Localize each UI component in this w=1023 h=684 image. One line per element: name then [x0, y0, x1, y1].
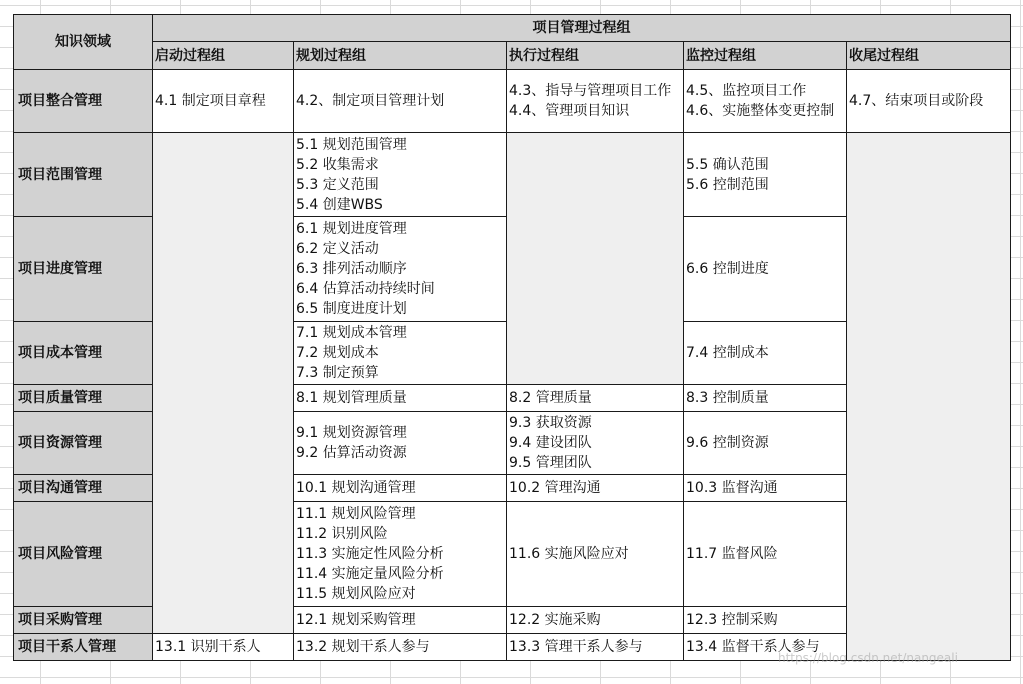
cell-procurement-monitoring [684, 607, 847, 634]
process-group-table [13, 14, 1011, 661]
process-item: 5.2 收集需求 [296, 156, 379, 173]
process-item: 5.4 创建WBS [296, 196, 383, 213]
process-item: 7.2 规划成本 [296, 345, 379, 361]
process-item: 8.1 规划管理质量 [296, 390, 407, 406]
cell-communication-executing [507, 475, 684, 502]
process-item: 4.5、监控项目工作 [686, 83, 807, 99]
cell-procurement-executing [507, 607, 684, 634]
area-procurement: 项目采购管理 [14, 607, 153, 634]
cell-integration-planning [294, 70, 507, 133]
area-cost: 项目成本管理 [14, 322, 153, 385]
header-planning: 规划过程组 [294, 42, 507, 70]
empty-closing-block [847, 133, 1011, 661]
process-item: 9.3 获取资源 [509, 415, 592, 431]
process-item: 6.1 规划进度管理 [296, 221, 407, 237]
process-item: 4.4、管理项目知识 [509, 103, 630, 119]
cell-risk-executing [507, 502, 684, 607]
process-item: 6.5 制度进度计划 [296, 301, 407, 317]
cell-risk-planning [294, 502, 507, 607]
process-item: 9.1 规划资源管理 [296, 425, 407, 441]
cell-schedule-planning [294, 217, 507, 322]
process-item: 12.3 控制采购 [686, 612, 778, 628]
cell-scope-planning [294, 133, 507, 217]
cell-cost-monitoring [684, 322, 847, 385]
process-item: 10.3 监督沟通 [686, 480, 778, 496]
cell-resource-executing [507, 412, 684, 475]
area-quality: 项目质量管理 [14, 385, 153, 412]
process-item: 8.3 控制质量 [686, 390, 769, 406]
area-schedule: 项目进度管理 [14, 217, 153, 322]
process-item: 5.1 规划范围管理 [296, 136, 407, 153]
process-item: 11.5 规划风险应对 [296, 586, 416, 602]
cell-integration-monitoring [684, 70, 847, 133]
process-item: 6.6 控制进度 [686, 261, 769, 277]
cell-resource-monitoring [684, 412, 847, 475]
process-item: 11.2 识别风险 [296, 526, 388, 542]
process-item: 11.3 实施定性风险分析 [296, 546, 444, 562]
cell-resource-planning [294, 412, 507, 475]
process-item: 7.1 规划成本管理 [296, 325, 407, 341]
process-item: 5.3 定义范围 [296, 176, 379, 193]
cell-stakeholder-executing [507, 634, 684, 661]
process-item: 6.3 排列活动顺序 [296, 261, 407, 277]
process-item: 9.4 建设团队 [509, 435, 592, 451]
process-item: 10.1 规划沟通管理 [296, 480, 416, 496]
header-closing: 收尾过程组 [847, 42, 1011, 70]
cell-procurement-planning [294, 607, 507, 634]
process-item: 13.2 规划干系人参与 [296, 639, 430, 655]
process-item: 6.4 估算活动持续时间 [296, 281, 435, 297]
process-item: 13.3 管理干系人参与 [509, 639, 643, 655]
cell-cost-planning [294, 322, 507, 385]
header-process-groups: 项目管理过程组 [153, 15, 1011, 42]
process-item: 4.7、结束项目或阶段 [849, 93, 984, 109]
process-item: 6.2 定义活动 [296, 241, 379, 257]
process-item: 8.2 管理质量 [509, 390, 592, 406]
cell-risk-monitoring [684, 502, 847, 607]
watermark-text: https://blog.csdn.net/nangeali [778, 651, 958, 665]
header-knowledge-area: 知识领域 [14, 15, 153, 70]
process-item: 10.2 管理沟通 [509, 480, 601, 496]
cell-integration-closing [847, 70, 1011, 133]
process-item: 13.1 识别干系人 [155, 639, 261, 655]
header-monitoring: 监控过程组 [684, 42, 847, 70]
process-item: 13.4 监督干系人参与 [686, 639, 820, 655]
cell-stakeholder-initiating [153, 634, 294, 661]
process-item: 4.1 制定项目章程 [155, 93, 266, 109]
process-item: 9.2 估算活动资源 [296, 445, 407, 461]
process-item: 5.5 确认范围 [686, 156, 769, 173]
cell-communication-monitoring [684, 475, 847, 502]
cell-quality-planning [294, 385, 507, 412]
empty-initiating-block [153, 133, 294, 634]
process-item: 9.6 控制资源 [686, 435, 769, 451]
cell-scope-monitoring [684, 133, 847, 217]
process-item: 9.5 管理团队 [509, 455, 592, 471]
area-scope: 项目范围管理 [14, 133, 153, 217]
cell-integration-initiating [153, 70, 294, 133]
area-integration: 项目整合管理 [14, 70, 153, 133]
process-item: 11.1 规划风险管理 [296, 506, 416, 522]
process-item: 7.4 控制成本 [686, 345, 769, 361]
process-item: 5.6 控制范围 [686, 176, 769, 193]
process-item: 4.6、实施整体变更控制 [686, 103, 835, 119]
process-item: 11.6 实施风险应对 [509, 546, 629, 562]
area-resource: 项目资源管理 [14, 412, 153, 475]
process-item: 11.7 监督风险 [686, 546, 778, 562]
cell-communication-planning [294, 475, 507, 502]
cell-schedule-monitoring [684, 217, 847, 322]
header-initiating: 启动过程组 [153, 42, 294, 70]
area-communication: 项目沟通管理 [14, 475, 153, 502]
header-executing: 执行过程组 [507, 42, 684, 70]
process-item: 7.3 制定预算 [296, 365, 379, 381]
process-item: 11.4 实施定量风险分析 [296, 566, 444, 582]
process-item: 12.2 实施采购 [509, 612, 601, 628]
cell-quality-monitoring [684, 385, 847, 412]
cell-quality-executing [507, 385, 684, 412]
cell-integration-executing [507, 70, 684, 133]
cell-stakeholder-planning [294, 634, 507, 661]
empty-executing-block [507, 133, 684, 385]
process-item: 4.3、指导与管理项目工作 [509, 83, 672, 99]
process-item: 4.2、制定项目管理计划 [296, 93, 445, 109]
area-risk: 项目风险管理 [14, 502, 153, 607]
process-item: 12.1 规划采购管理 [296, 612, 416, 628]
area-stakeholder: 项目干系人管理 [14, 634, 153, 661]
